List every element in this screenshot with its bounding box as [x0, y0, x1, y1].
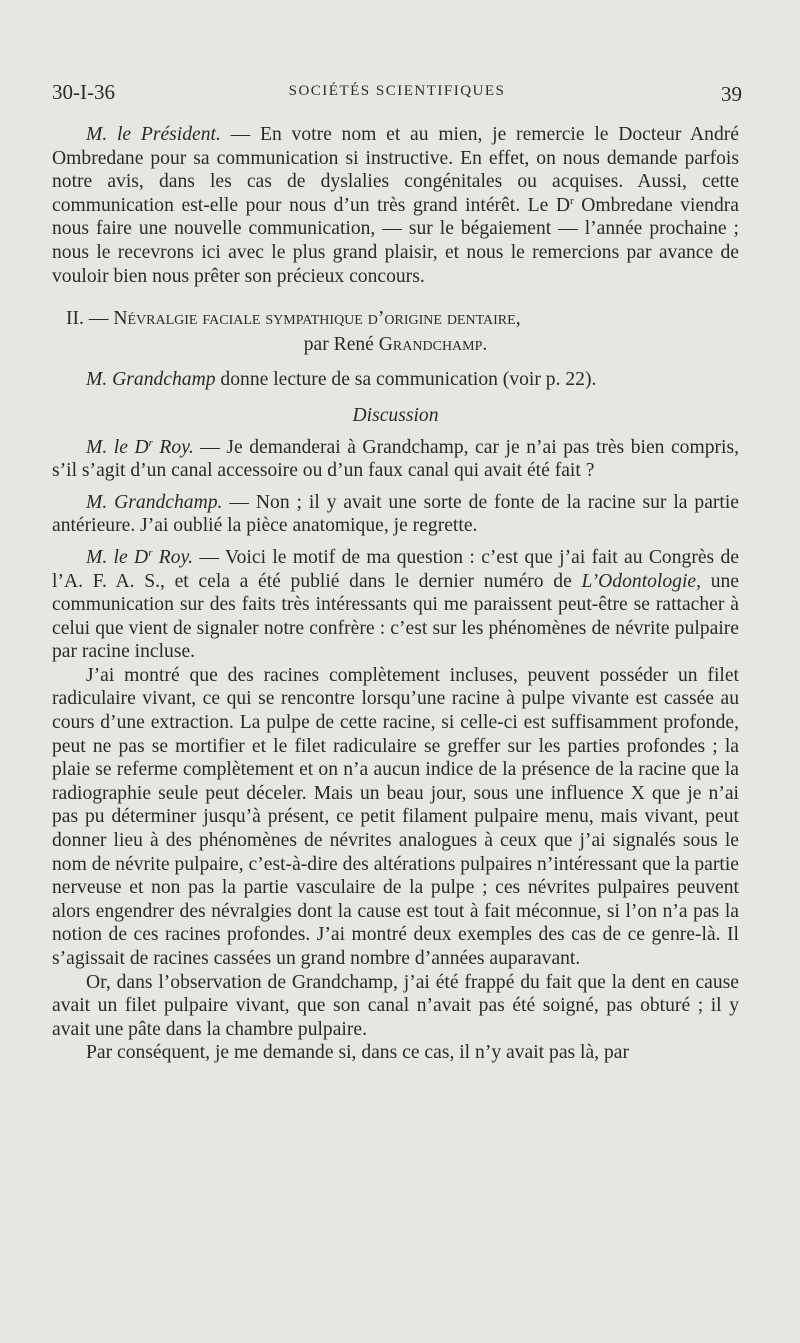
- running-header: [52, 80, 742, 110]
- speaker-name: [86, 547, 193, 568]
- page-body: [52, 123, 739, 1065]
- section-title: Névralgie faciale sympathique d’origine dentaire,: [113, 308, 521, 330]
- paragraph-lecture: [52, 368, 739, 392]
- header-section-title: SOCIÉTÉS SCIENTIFIQUES: [288, 83, 506, 99]
- speaker-name-part: Roy.: [152, 546, 194, 568]
- header-date: 30-I-36: [52, 80, 115, 104]
- journal-title: L’Odontologie,: [581, 570, 702, 592]
- discussion-heading: [52, 404, 739, 428]
- speaker-name-part: Roy.: [152, 436, 194, 458]
- speaker-name: M. le Président.: [86, 124, 221, 145]
- speaker-name: [86, 437, 194, 458]
- paragraph-president: [52, 123, 739, 288]
- paragraph-text: donne lecture de sa communication (voir p. 22).: [215, 369, 597, 391]
- paragraph-roy-question: [52, 436, 739, 483]
- paragraph-text: — Je demanderai à Grandchamp, car je n’ai pas très bien compris, s’il s’agit d’un canal accessoire ou d’un faux canal qui avait été fait ?: [52, 436, 740, 482]
- section-number: II. —: [66, 308, 114, 330]
- paragraph-text: une communication sur des faits très intéressants qui me paraissent peut-être se rattacher à celui que vient de signaler notre confrère : c’est sur les phénomènes de névrite pulpaire par racine incluse.: [52, 570, 739, 663]
- paragraph-text: Ombredane viendra nous faire une nouvelle communication, — sur le bégaiement — l’année prochaine ; nous le recevrons ici avec le plus grand plaisir, et nous le remercions par avance de vouloir bien nous prêter son précieux concours.: [52, 194, 739, 287]
- speaker-name-part: M. le D: [86, 546, 149, 568]
- header-page-number: 39: [721, 82, 742, 106]
- paragraph-grandchamp-answer: [52, 491, 739, 538]
- discussion-title: Discussion: [352, 404, 439, 426]
- section-heading: [52, 307, 739, 331]
- superscript: r: [148, 436, 153, 449]
- speaker-name: M. Grandchamp: [86, 369, 216, 391]
- superscript: r: [148, 546, 153, 559]
- speaker-name: M. Grandchamp.: [86, 491, 223, 513]
- paragraph-text: — En votre nom et au mien, je remercie le Docteur André Ombredane pour sa communication si instructive. En effet, on nous demande parfois notre avis, dans les cas de dyslalies congénitales ou acquises. Aussi, cette communication est-elle pour nous d’un très grand intérêt. Le D: [52, 124, 739, 216]
- superscript: r: [570, 194, 574, 207]
- paragraph-text: — Voici le motif de ma question : c’est que j’ai fait au Congrès de l’A. F. A. S., et cela a été publié dans le dernier numéro de: [52, 546, 740, 592]
- section-author-line: [52, 333, 739, 357]
- author-name: Grandchamp.: [378, 333, 488, 355]
- author-prefix: par René: [303, 333, 379, 355]
- paragraph-roy-conclusion: Par conséquent, je me demande si, dans ce cas, il n’y avait pas là, par: [86, 1042, 629, 1064]
- paragraph-roy-motive: [52, 546, 739, 664]
- speaker-name-part: M. le D: [86, 436, 149, 458]
- paragraph-roy-explanation: J’ai montré que des racines complètement incluses, peuvent posséder un filet radiculaire vivant, ce qui se rencontre lorsqu’une racine à pulpe vivante est cassée au cours d’une extraction. La pulpe de cette racine, si celle-ci est suffisamment profonde, peut ne pas se mortifier et le filet radiculaire se greffer sur les parties profondes ; la plaie se referme complètement et on n’a aucun indice de la présence de la racine que la radiographie seule peut déceler. Mais un beau jour, sous une influence X que je n’ai pas pu déterminer jusqu’à présent, ce petit filament pulpaire menu, mais vivant, peut donner lieu à des phénomènes de névrites analogues à ceux que j’ai signalés sous le nom de névrite pulpaire, c’est-à-dire des altérations pulpaires n’intéressant que la partie nerveuse et non pas la partie vasculaire de la pulpe ; ces névrites pulpaires peuvent alors engendrer des névralgies dont la cause est tout à fait méconnue, si l’on n’a pas la notion de ces racines profondes. J’ai montré deux exemples des cas de ce genre-là. Il s’agissait de racines cassées un grand nombre d’années auparavant.: [52, 664, 739, 969]
- paragraph-roy-observation: Or, dans l’observation de Grandchamp, j’ai été frappé du fait que la dent en cause avait un filet pulpaire vivant, que son canal n’avait pas été soigné, pas obturé ; il y avait une pâte dans la chambre pulpaire.: [52, 971, 739, 1040]
- paragraph-text: — Non ; il y avait une sorte de fonte de la racine sur la partie antérieure. J’ai oublié la pièce anatomique, je regrette.: [52, 491, 740, 537]
